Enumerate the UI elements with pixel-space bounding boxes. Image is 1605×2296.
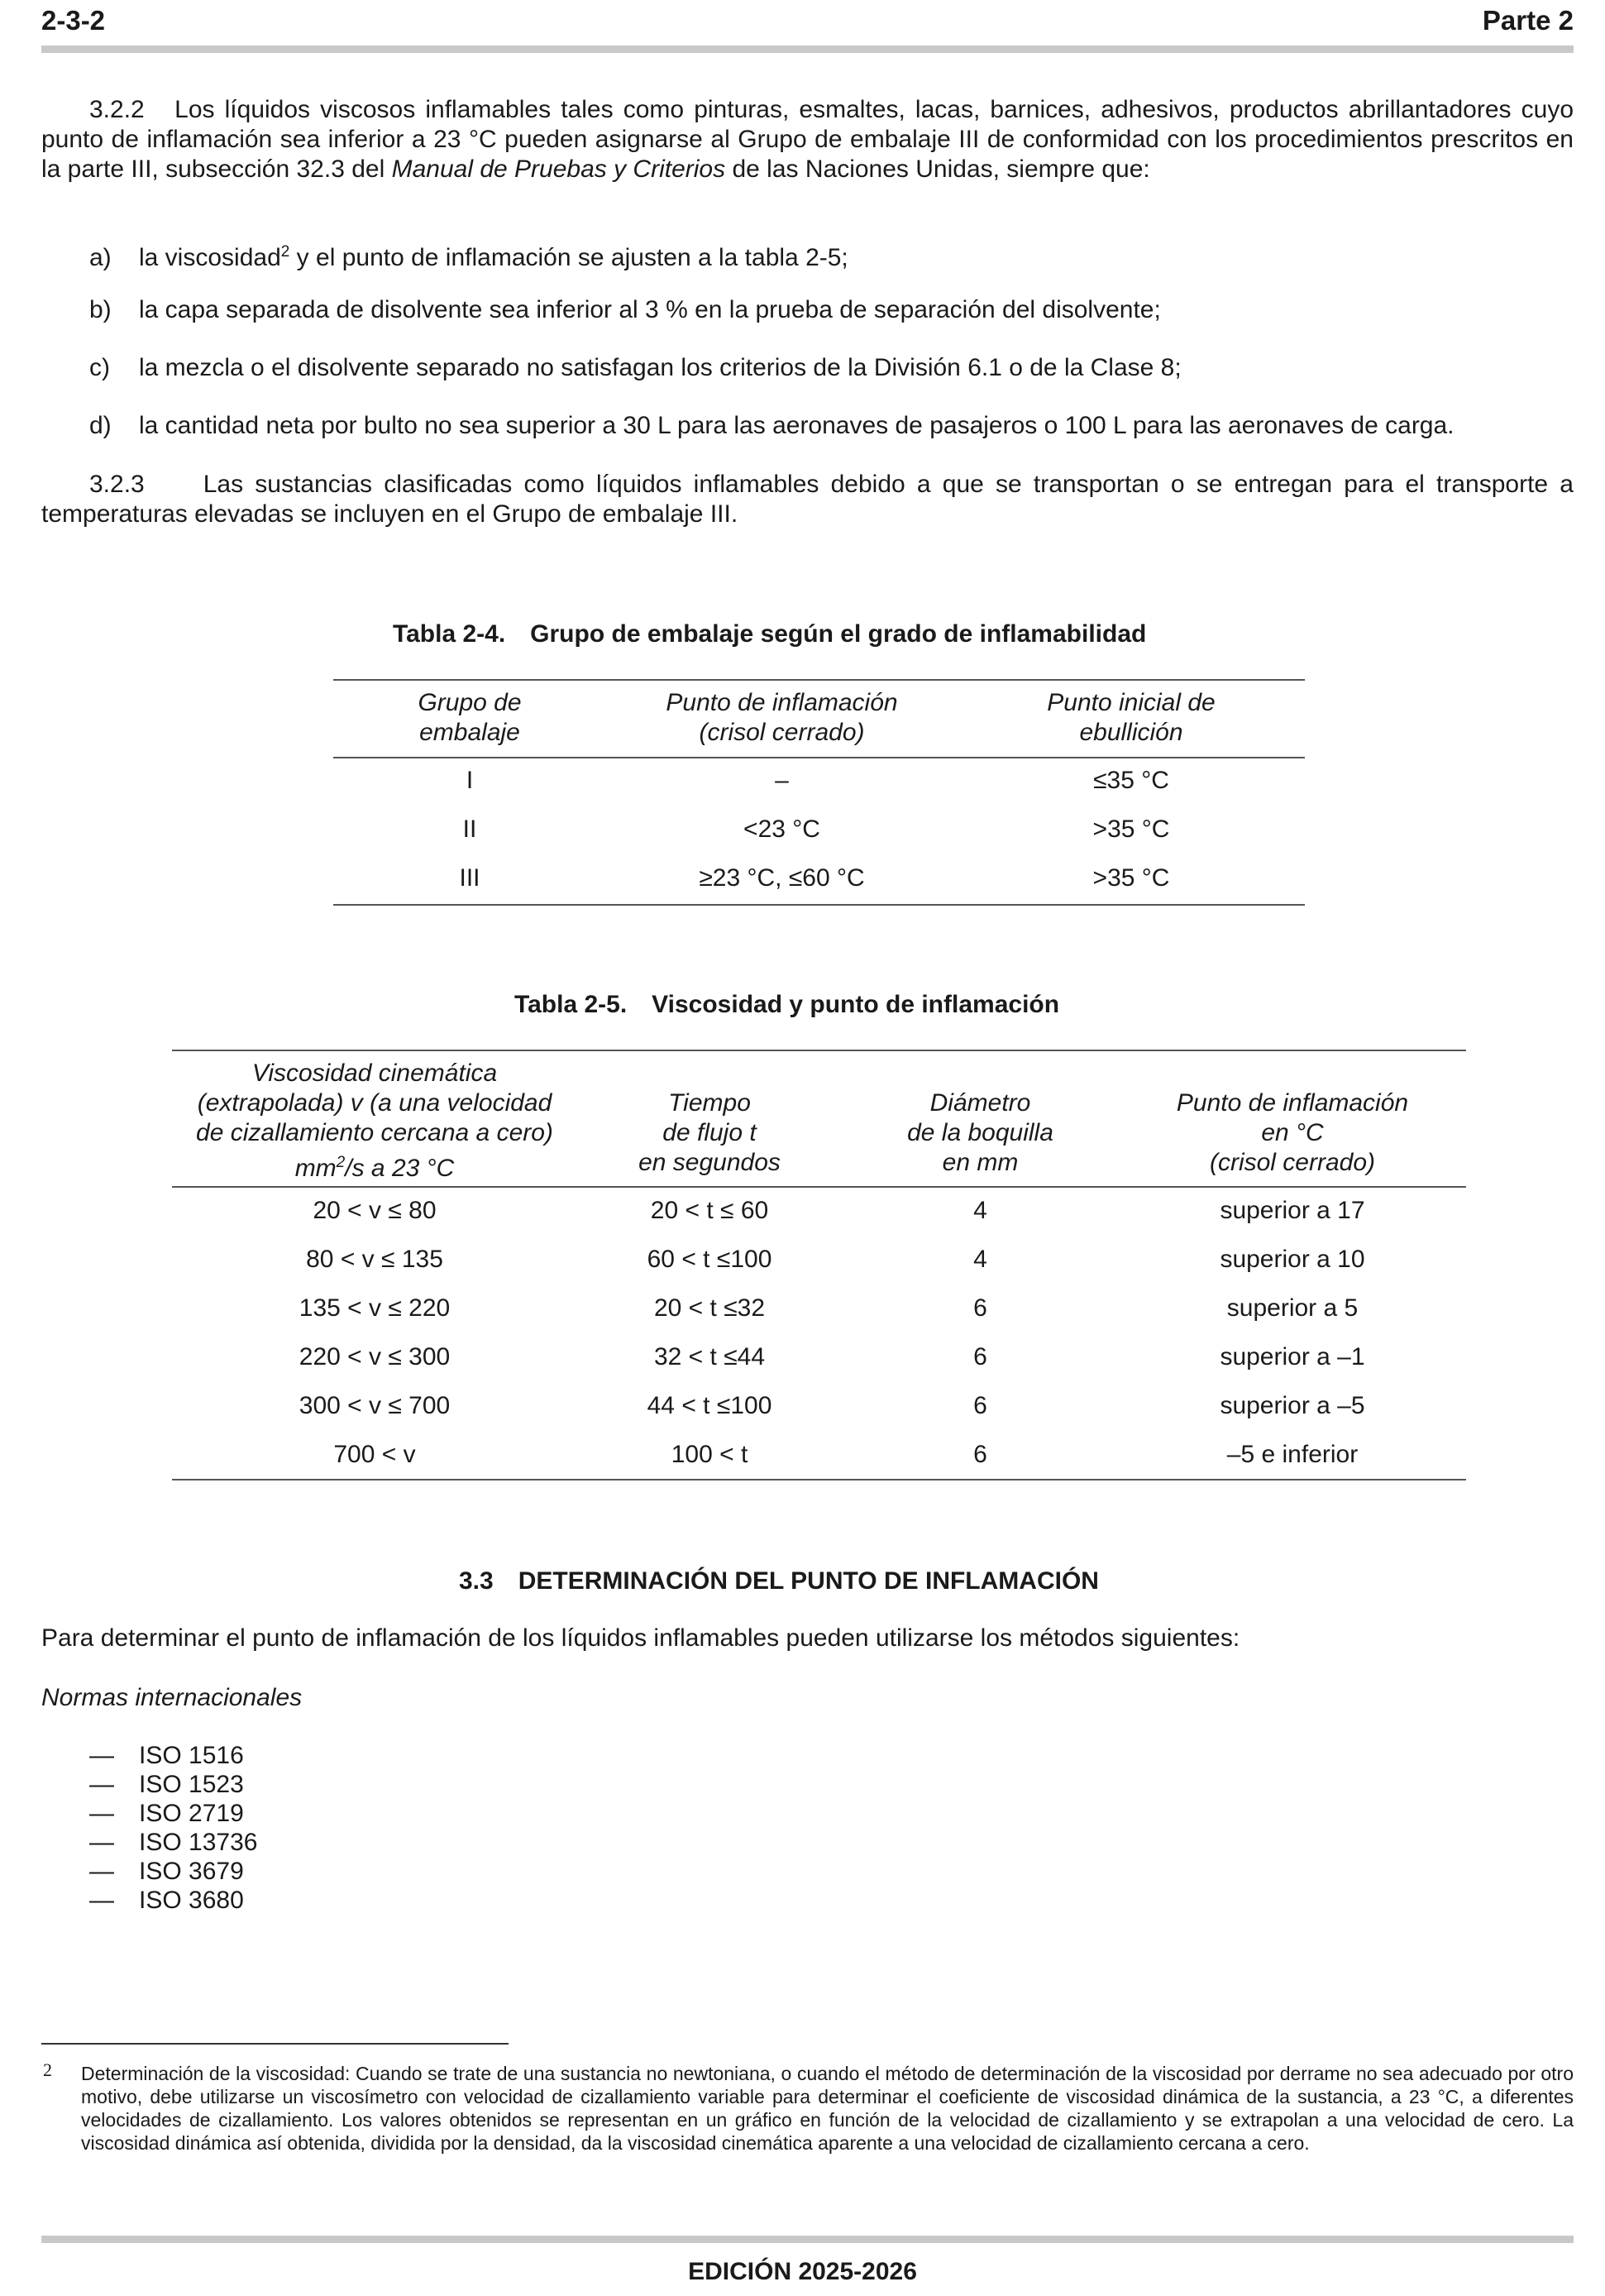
table-2-5-body	[172, 1196, 1466, 1489]
item-label: c)	[89, 354, 110, 381]
standards-subheading: Normas internacionales	[41, 1684, 303, 1711]
item-label: d)	[89, 412, 112, 439]
footnote-number: 2	[43, 2059, 52, 2080]
footnote-ref[interactable]: 2	[280, 243, 290, 261]
cell: 20 < t ≤32	[653, 1294, 766, 1322]
table-2-4-header-group: Grupo de embalaje	[418, 689, 522, 746]
cell: superior a –1	[1220, 1343, 1365, 1370]
section-number: 3.2.2	[89, 96, 145, 123]
table-header-rule	[172, 1186, 1466, 1188]
table-row	[333, 815, 1305, 863]
table-row	[172, 1342, 1466, 1391]
cell: ≤35 °C	[1093, 767, 1169, 794]
cell: 6	[973, 1294, 987, 1322]
cell: <23 °C	[743, 816, 820, 843]
table-2-4-body	[333, 766, 1305, 912]
cell: 32 < t ≤44	[653, 1343, 766, 1370]
table-header-rule	[333, 757, 1305, 758]
section-3-3-intro: Para determinar el punto de inflamación de los líquidos inflamables pueden utilizarse los métodos siguientes:	[41, 1624, 1240, 1652]
cell: >35 °C	[1092, 816, 1170, 843]
header-rule	[41, 45, 1574, 53]
section-3-3-heading	[459, 1567, 1099, 1595]
table-row	[333, 766, 1305, 815]
cell: 6	[973, 1392, 987, 1419]
item-text: la capa separada de disolvente sea inferior al 3 % en la prueba de separación del disolvente;	[139, 296, 1161, 323]
table-bottom-rule	[333, 904, 1305, 906]
cell: ≥23 °C, ≤60 °C	[699, 864, 865, 892]
table-top-rule	[333, 679, 1305, 681]
footnote-text: Determinación de la viscosidad: Cuando se trate de una sustancia no newtoniana, o cuando el método de determinación de la viscosidad por derrame no sea adecuado por otro motivo, debe utilizarse un viscosímetro con velocidad de cizallamiento variable para determinar el coeficiente de viscosidad dinámica de la sustancia, a 23 °C, a diferentes velocidades de cizallamiento. Los valores obtenidos se representan en un gráfico en función de la velocidad de cizallamiento y se extrapolan a una velocidad de cero. La viscosidad dinámica así obtenida, dividida por la densidad, da la viscosidad cinemática aparente a una velocidad de cizallamiento cercana a cero.	[81, 2063, 1574, 2154]
cell: 100 < t	[671, 1441, 748, 1468]
section-number: 3.3	[459, 1567, 494, 1595]
item-text: la mezcla o el disolvente separado no satisfagan los criterios de la División 6.1 o de la Clase 8;	[139, 354, 1182, 381]
caption-number: Tabla 2-4.	[393, 620, 506, 648]
cell: –5 e inferior	[1226, 1441, 1359, 1468]
list-item: — ISO 1523	[89, 1771, 244, 1798]
table-row	[172, 1440, 1466, 1489]
standards-list	[89, 1741, 257, 1915]
footer-rule	[41, 2236, 1574, 2243]
table-2-5-header-time: Tiempo de flujo t en segundos	[638, 1089, 781, 1176]
table-2-4-header-flash: Punto de inflamación (crisol cerrado)	[666, 689, 898, 746]
table-2-5-caption	[514, 991, 1059, 1019]
cell: 300 < v ≤ 700	[299, 1392, 451, 1419]
cell: 44 < t ≤100	[647, 1392, 772, 1419]
cell: II	[462, 816, 477, 843]
paragraph-text-end: de las Naciones Unidas, siempre que:	[725, 155, 1150, 183]
table-bottom-rule	[172, 1479, 1466, 1480]
cell: 4	[973, 1197, 987, 1224]
caption-number: Tabla 2-5.	[514, 991, 628, 1018]
table-top-rule	[172, 1050, 1466, 1051]
table-2-5-header-flashpoint: Punto de inflamación en °C (crisol cerrado)	[1176, 1089, 1409, 1176]
edition-label: EDICIÓN 2025-2026	[688, 2258, 917, 2285]
section-title: DETERMINACIÓN DEL PUNTO DE INFLAMACIÓN	[518, 1567, 1099, 1595]
item-label: b)	[89, 296, 112, 323]
paragraph-3-2-2	[41, 95, 1574, 184]
cell: 20 < v ≤ 80	[313, 1197, 437, 1224]
list-item-a	[89, 237, 1578, 273]
cell: 20 < t ≤ 60	[650, 1197, 769, 1224]
list-item: — ISO 3680	[89, 1887, 244, 1914]
cell: –	[775, 767, 789, 794]
cell: superior a 17	[1220, 1197, 1365, 1224]
cell: 135 < v ≤ 220	[299, 1294, 451, 1322]
table-2-5-header-nozzle: Diámetro de la boquilla en mm	[907, 1089, 1053, 1176]
list-item: — ISO 3679	[89, 1858, 244, 1885]
cell: superior a –5	[1220, 1392, 1365, 1419]
manual-title: Manual de Pruebas y Criterios	[391, 155, 726, 183]
item-text-end: y el punto de inflamación se ajusten a la tabla 2-5;	[289, 244, 848, 271]
cell: superior a 10	[1220, 1246, 1365, 1273]
cell: >35 °C	[1092, 864, 1170, 892]
footnote-separator	[41, 2043, 509, 2045]
item-text: la viscosidad	[139, 244, 281, 271]
cell: III	[459, 864, 480, 892]
list-item: — ISO 2719	[89, 1800, 244, 1827]
section-number: 3.2.3	[89, 471, 145, 498]
list-item: — ISO 13736	[89, 1829, 258, 1856]
cell: 700 < v	[333, 1441, 416, 1468]
paragraph-3-2-3	[41, 470, 1574, 529]
cell: I	[466, 767, 474, 794]
part-label: Parte 2	[1482, 5, 1574, 36]
cell: 4	[973, 1246, 987, 1273]
table-row	[172, 1245, 1466, 1294]
cell: 80 < v ≤ 135	[306, 1246, 443, 1273]
table-2-4-header-boiling: Punto inicial de ebullición	[1047, 689, 1216, 746]
page-number: 2-3-2	[41, 5, 106, 36]
table-row	[172, 1391, 1466, 1440]
cell: 60 < t ≤100	[647, 1246, 772, 1273]
cell: superior a 5	[1226, 1294, 1359, 1322]
list-item-d	[89, 411, 1578, 441]
list-item-b	[89, 295, 1578, 325]
item-text: la cantidad neta por bulto no sea superior a 30 L para las aeronaves de pasajeros o 100 L para las aeronaves de carga.	[139, 412, 1455, 439]
cell: 6	[973, 1343, 987, 1370]
table-row	[172, 1294, 1466, 1342]
table-2-5-header-viscosity: Viscosidad cinemática (extrapolada) v (a una velocidad de cizallamiento cercana a cero) $mm^2/s$ a 23 °C	[196, 1060, 553, 1182]
cell: 220 < v ≤ 300	[299, 1343, 451, 1370]
list-item-c	[89, 353, 1578, 383]
paragraph-text: Los líquidos viscosos inflamables tales como pinturas, esmaltes, lacas, barnices, adhesivos, productos abrillantadores cuyo punto de inflamación sea inferior a 23 °C pueden asignarse al Grupo de embalaje III de conformidad con los procedimientos prescritos en la parte III, subsección 32.3 del	[41, 96, 1574, 183]
paragraph-text: Las sustancias clasificadas como líquidos inflamables debido a que se transportan o se entregan para el transporte a temperaturas elevadas se incluyen en el Grupo de embalaje III.	[41, 471, 1574, 528]
cell: 6	[973, 1441, 987, 1468]
table-row	[172, 1196, 1466, 1245]
item-label: a)	[89, 244, 112, 271]
table-2-4-caption	[393, 620, 1146, 648]
caption-title: Viscosidad y punto de inflamación	[652, 991, 1060, 1018]
list-item: — ISO 1516	[89, 1742, 244, 1769]
caption-title: Grupo de embalaje según el grado de inflamabilidad	[530, 620, 1147, 648]
